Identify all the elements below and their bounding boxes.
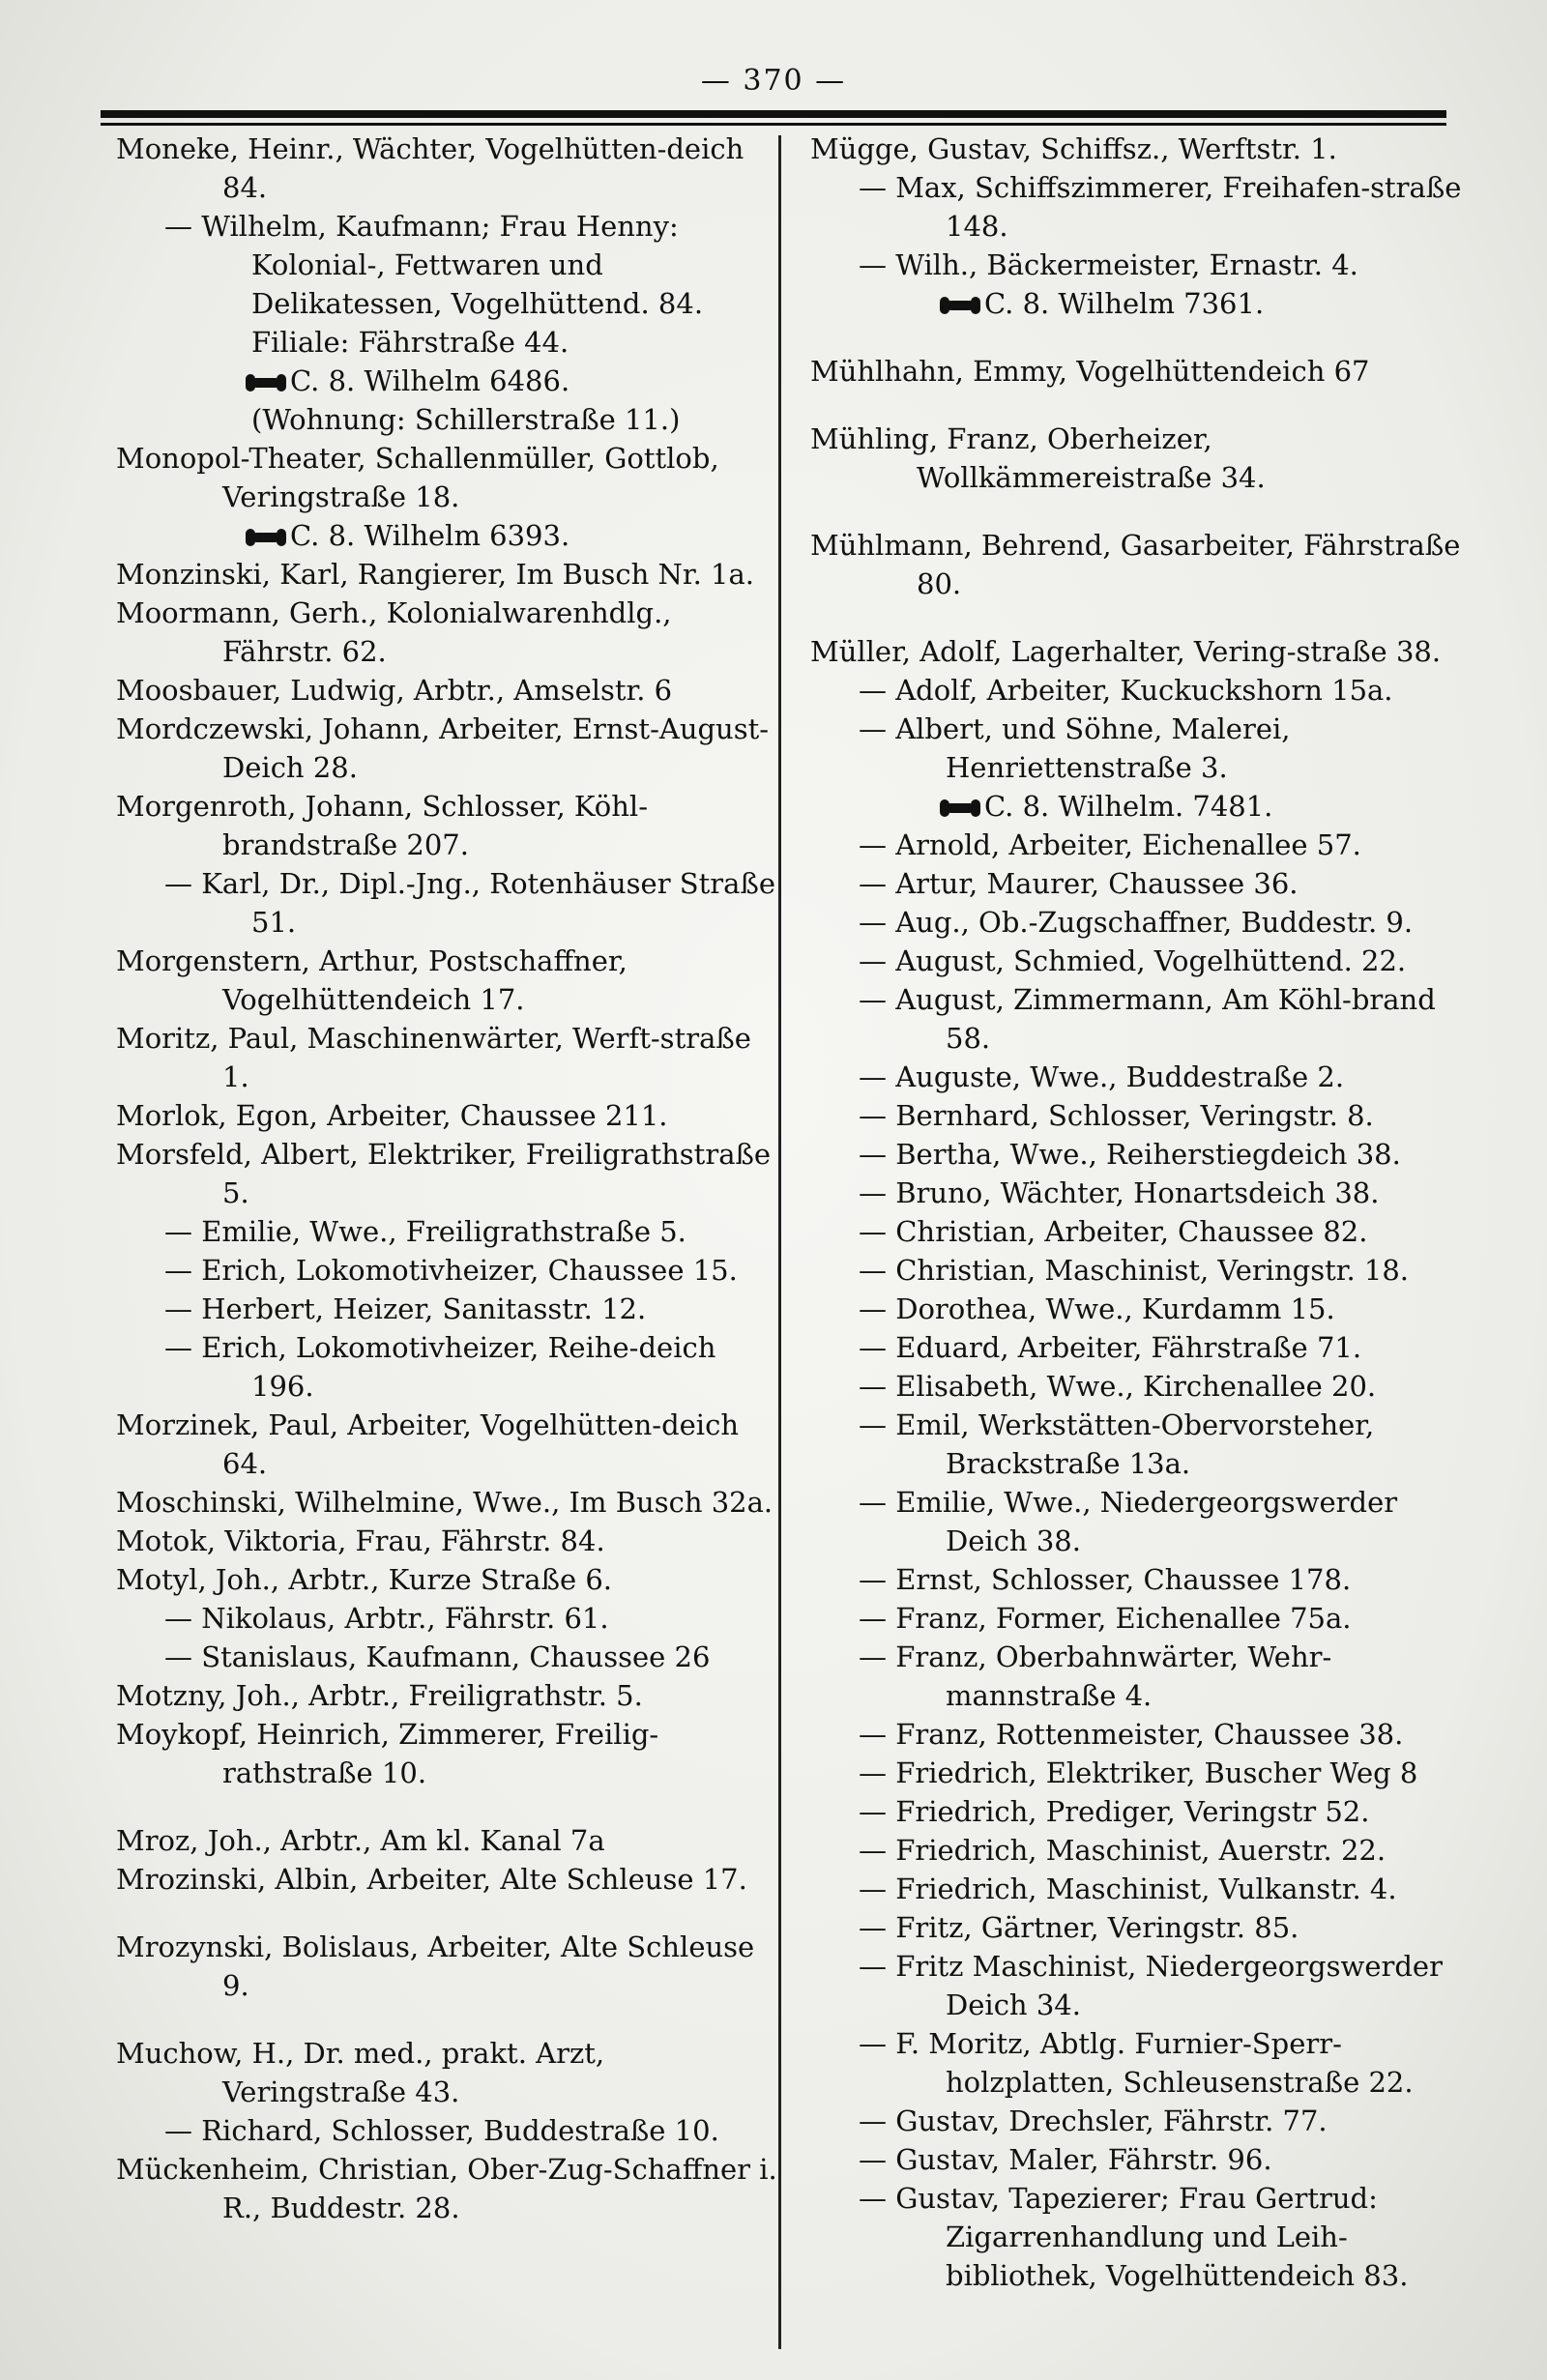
sub-entry: — Franz, Rottenmeister, Chaussee 38. xyxy=(859,1718,1404,1751)
page-number: — 370 — xyxy=(700,64,847,98)
sub-entry: — Arnold, Arbeiter, Eichenallee 57. xyxy=(859,828,1361,861)
sub-entry: — Christian, Arbeiter, Chaussee 82. xyxy=(859,1215,1368,1248)
header-rule-thick xyxy=(101,110,1446,118)
directory-entry: Morlok, Egon, Arbeiter, Chaussee 211. xyxy=(116,1099,668,1132)
sub-entry: — Gustav, Drechsler, Fährstr. 77. xyxy=(859,2104,1328,2137)
sub-entry: — Ernst, Schlosser, Chaussee 178. xyxy=(859,1563,1352,1596)
phone-line xyxy=(810,787,1477,826)
sub-entry: — August, Schmied, Vogelhüttend. 22. xyxy=(859,944,1407,977)
sub-entry: — Wilh., Bäckermeister, Ernastr. 4. xyxy=(859,248,1358,281)
sub-entry: — Herbert, Heizer, Sanitasstr. 12. xyxy=(164,1292,647,1325)
sub-entry: — Richard, Schlosser, Buddestraße 10. xyxy=(164,2114,719,2147)
phone-line xyxy=(810,284,1477,323)
sub-entry: — Friedrich, Prediger, Veringstr 52. xyxy=(859,1795,1370,1828)
header-rule-thin xyxy=(101,123,1446,126)
sub-entry: — Bruno, Wächter, Honartsdeich 38. xyxy=(859,1176,1380,1209)
telephone-icon xyxy=(946,803,975,813)
directory-entry: Moykopf, Heinrich, Zimmerer, Freilig-rathstraße 10. xyxy=(116,1718,659,1789)
directory-entry: Mühling, Franz, Oberheizer, Wollkämmereistraße 34. xyxy=(810,422,1266,494)
sub-entry: — Nikolaus, Arbtr., Fährstr. 61. xyxy=(164,1602,609,1635)
directory-entry: Mrozinski, Albin, Arbeiter, Alte Schleuse 17. xyxy=(116,1863,747,1896)
directory-entry: Motzny, Joh., Arbtr., Freiligrathstr. 5. xyxy=(116,1679,643,1712)
sub-entry: — Albert, und Söhne, Malerei, Henriettenstraße 3. xyxy=(859,712,1291,784)
sub-entry: — Franz, Former, Eichenallee 75a. xyxy=(859,1602,1352,1635)
directory-entry: Moschinski, Wilhelmine, Wwe., Im Busch 32a. xyxy=(116,1486,774,1519)
sub-entry: — Auguste, Wwe., Buddestraße 2. xyxy=(859,1060,1345,1093)
phone-text: C. 8. Wilhelm. 7481. xyxy=(984,790,1273,823)
directory-entry: Mückenheim, Christian, Ober-Zug-Schaffner i. R., Buddestr. 28. xyxy=(116,2153,777,2224)
sub-entry: — Gustav, Maler, Fährstr. 96. xyxy=(859,2143,1272,2176)
sub-entry: — Karl, Dr., Dipl.-Jng., Rotenhäuser Straße 51. xyxy=(164,867,775,939)
right-column xyxy=(810,130,1477,2295)
phone-text: C. 8. Wilhelm 7361. xyxy=(984,287,1265,320)
directory-entry: Moritz, Paul, Maschinenwärter, Werft-straße 1. xyxy=(116,1022,751,1093)
directory-entry: Muchow, H., Dr. med., prakt. Arzt, Veringstraße 43. xyxy=(116,2037,605,2108)
directory-entry: Morgenstern, Arthur, Postschaffner, Vogelhüttendeich 17. xyxy=(116,944,628,1016)
directory-entry: Moneke, Heinr., Wächter, Vogelhütten-deich 84. xyxy=(116,132,744,204)
directory-entry: Monopol-Theater, Schallenmüller, Gottlob, Veringstraße 18. xyxy=(116,442,719,513)
directory-entry: Mroz, Joh., Arbtr., Am kl. Kanal 7a xyxy=(116,1824,605,1857)
sub-entry: — Gustav, Tapezierer; Frau Gertrud: Zigarrenhandlung und Leih-bibliothek, Vogelhüttendeich 83. xyxy=(859,2182,1409,2292)
sub-entry: — Fritz, Gärtner, Veringstr. 85. xyxy=(859,1911,1299,1944)
sub-entry: — Eduard, Arbeiter, Fährstraße 71. xyxy=(859,1331,1362,1364)
directory-entry: Mordczewski, Johann, Arbeiter, Ernst-August-Deich 28. xyxy=(116,712,770,784)
sub-entry: — Emil, Werkstätten-Obervorsteher, Brackstraße 13a. xyxy=(859,1408,1375,1480)
phone-line xyxy=(116,400,783,439)
telephone-icon xyxy=(251,533,280,542)
directory-entry: Mrozynski, Bolislaus, Arbeiter, Alte Schleuse 9. xyxy=(116,1930,755,2002)
sub-entry: — Emilie, Wwe., Niedergeorgswerder Deich 38. xyxy=(859,1486,1398,1557)
sub-entry: — Emilie, Wwe., Freiligrathstraße 5. xyxy=(164,1215,686,1248)
directory-entry: Morsfeld, Albert, Elektriker, Freiligrathstraße 5. xyxy=(116,1138,772,1209)
directory-entry: Morzinek, Paul, Arbeiter, Vogelhütten-deich 64. xyxy=(116,1408,740,1480)
directory-entry: Morgenroth, Johann, Schlosser, Köhl-brandstraße 207. xyxy=(116,790,649,861)
sub-entry: — Friedrich, Maschinist, Vulkanstr. 4. xyxy=(859,1872,1397,1905)
left-column xyxy=(116,130,783,2227)
phone-text: (Wohnung: Schillerstraße 11.) xyxy=(251,403,681,436)
sub-entry: — Max, Schiffszimmerer, Freihafen-straße 148. xyxy=(859,171,1462,243)
sub-entry: — Erich, Lokomotivheizer, Reihe-deich 196. xyxy=(164,1331,716,1403)
sub-entry: — Erich, Lokomotivheizer, Chaussee 15. xyxy=(164,1254,738,1287)
phone-line xyxy=(116,362,783,400)
telephone-icon xyxy=(251,378,280,388)
sub-entry: — Fritz Maschinist, Niedergeorgswerder Deich 34. xyxy=(859,1950,1443,2021)
sub-entry: — August, Zimmermann, Am Köhl-brand 58. xyxy=(859,983,1436,1055)
sub-entry: — Christian, Maschinist, Veringstr. 18. xyxy=(859,1254,1410,1287)
sub-entry: — Dorothea, Wwe., Kurdamm 15. xyxy=(859,1292,1335,1325)
directory-entry: Müller, Adolf, Lagerhalter, Vering-straße 38. xyxy=(810,635,1442,668)
telephone-icon xyxy=(946,301,975,310)
directory-entry: Mühlmann, Behrend, Gasarbeiter, Fährstraße 80. xyxy=(810,529,1461,600)
directory-entry: Monzinski, Karl, Rangierer, Im Busch Nr. 1a. xyxy=(116,558,754,591)
sub-entry: — Bertha, Wwe., Reiherstiegdeich 38. xyxy=(859,1138,1401,1171)
sub-entry: — Franz, Oberbahnwärter, Wehr-mannstraße 4. xyxy=(859,1640,1332,1712)
sub-entry: — Friedrich, Maschinist, Auerstr. 22. xyxy=(859,1834,1386,1867)
sub-entry: — Friedrich, Elektriker, Buscher Weg 8 xyxy=(859,1756,1418,1789)
sub-entry: — F. Moritz, Abtlg. Furnier-Sperr-holzplatten, Schleusenstraße 22. xyxy=(859,2027,1414,2099)
phone-line xyxy=(116,516,783,555)
directory-entry: Mügge, Gustav, Schiffsz., Werftstr. 1. xyxy=(810,132,1337,165)
sub-entry: — Artur, Maurer, Chaussee 36. xyxy=(859,867,1299,900)
phone-text: C. 8. Wilhelm 6393. xyxy=(290,519,570,552)
directory-entry: Moosbauer, Ludwig, Arbtr., Amselstr. 6 xyxy=(116,674,673,707)
sub-entry: — Aug., Ob.-Zugschaffner, Buddestr. 9. xyxy=(859,906,1414,939)
directory-entry: Moormann, Gerh., Kolonialwarenhdlg., Fährstr. 62. xyxy=(116,596,672,668)
sub-entry: — Bernhard, Schlosser, Veringstr. 8. xyxy=(859,1099,1374,1132)
directory-entry: Mühlhahn, Emmy, Vogelhüttendeich 67 xyxy=(810,355,1370,388)
sub-entry: — Adolf, Arbeiter, Kuckuckshorn 15a. xyxy=(859,674,1393,707)
phone-text: C. 8. Wilhelm 6486. xyxy=(290,364,570,397)
directory-entry: Motyl, Joh., Arbtr., Kurze Straße 6. xyxy=(116,1563,612,1596)
directory-entry: Motok, Viktoria, Frau, Fährstr. 84. xyxy=(116,1524,605,1557)
sub-entry: — Stanislaus, Kaufmann, Chaussee 26 xyxy=(164,1640,711,1673)
sub-entry: — Wilhelm, Kaufmann; Frau Henny: Kolonial-, Fettwaren und Delikatessen, Vogelhüttend. 84. Filiale: Fährstraße 44. xyxy=(164,210,704,359)
sub-entry: — Elisabeth, Wwe., Kirchenallee 20. xyxy=(859,1370,1377,1403)
